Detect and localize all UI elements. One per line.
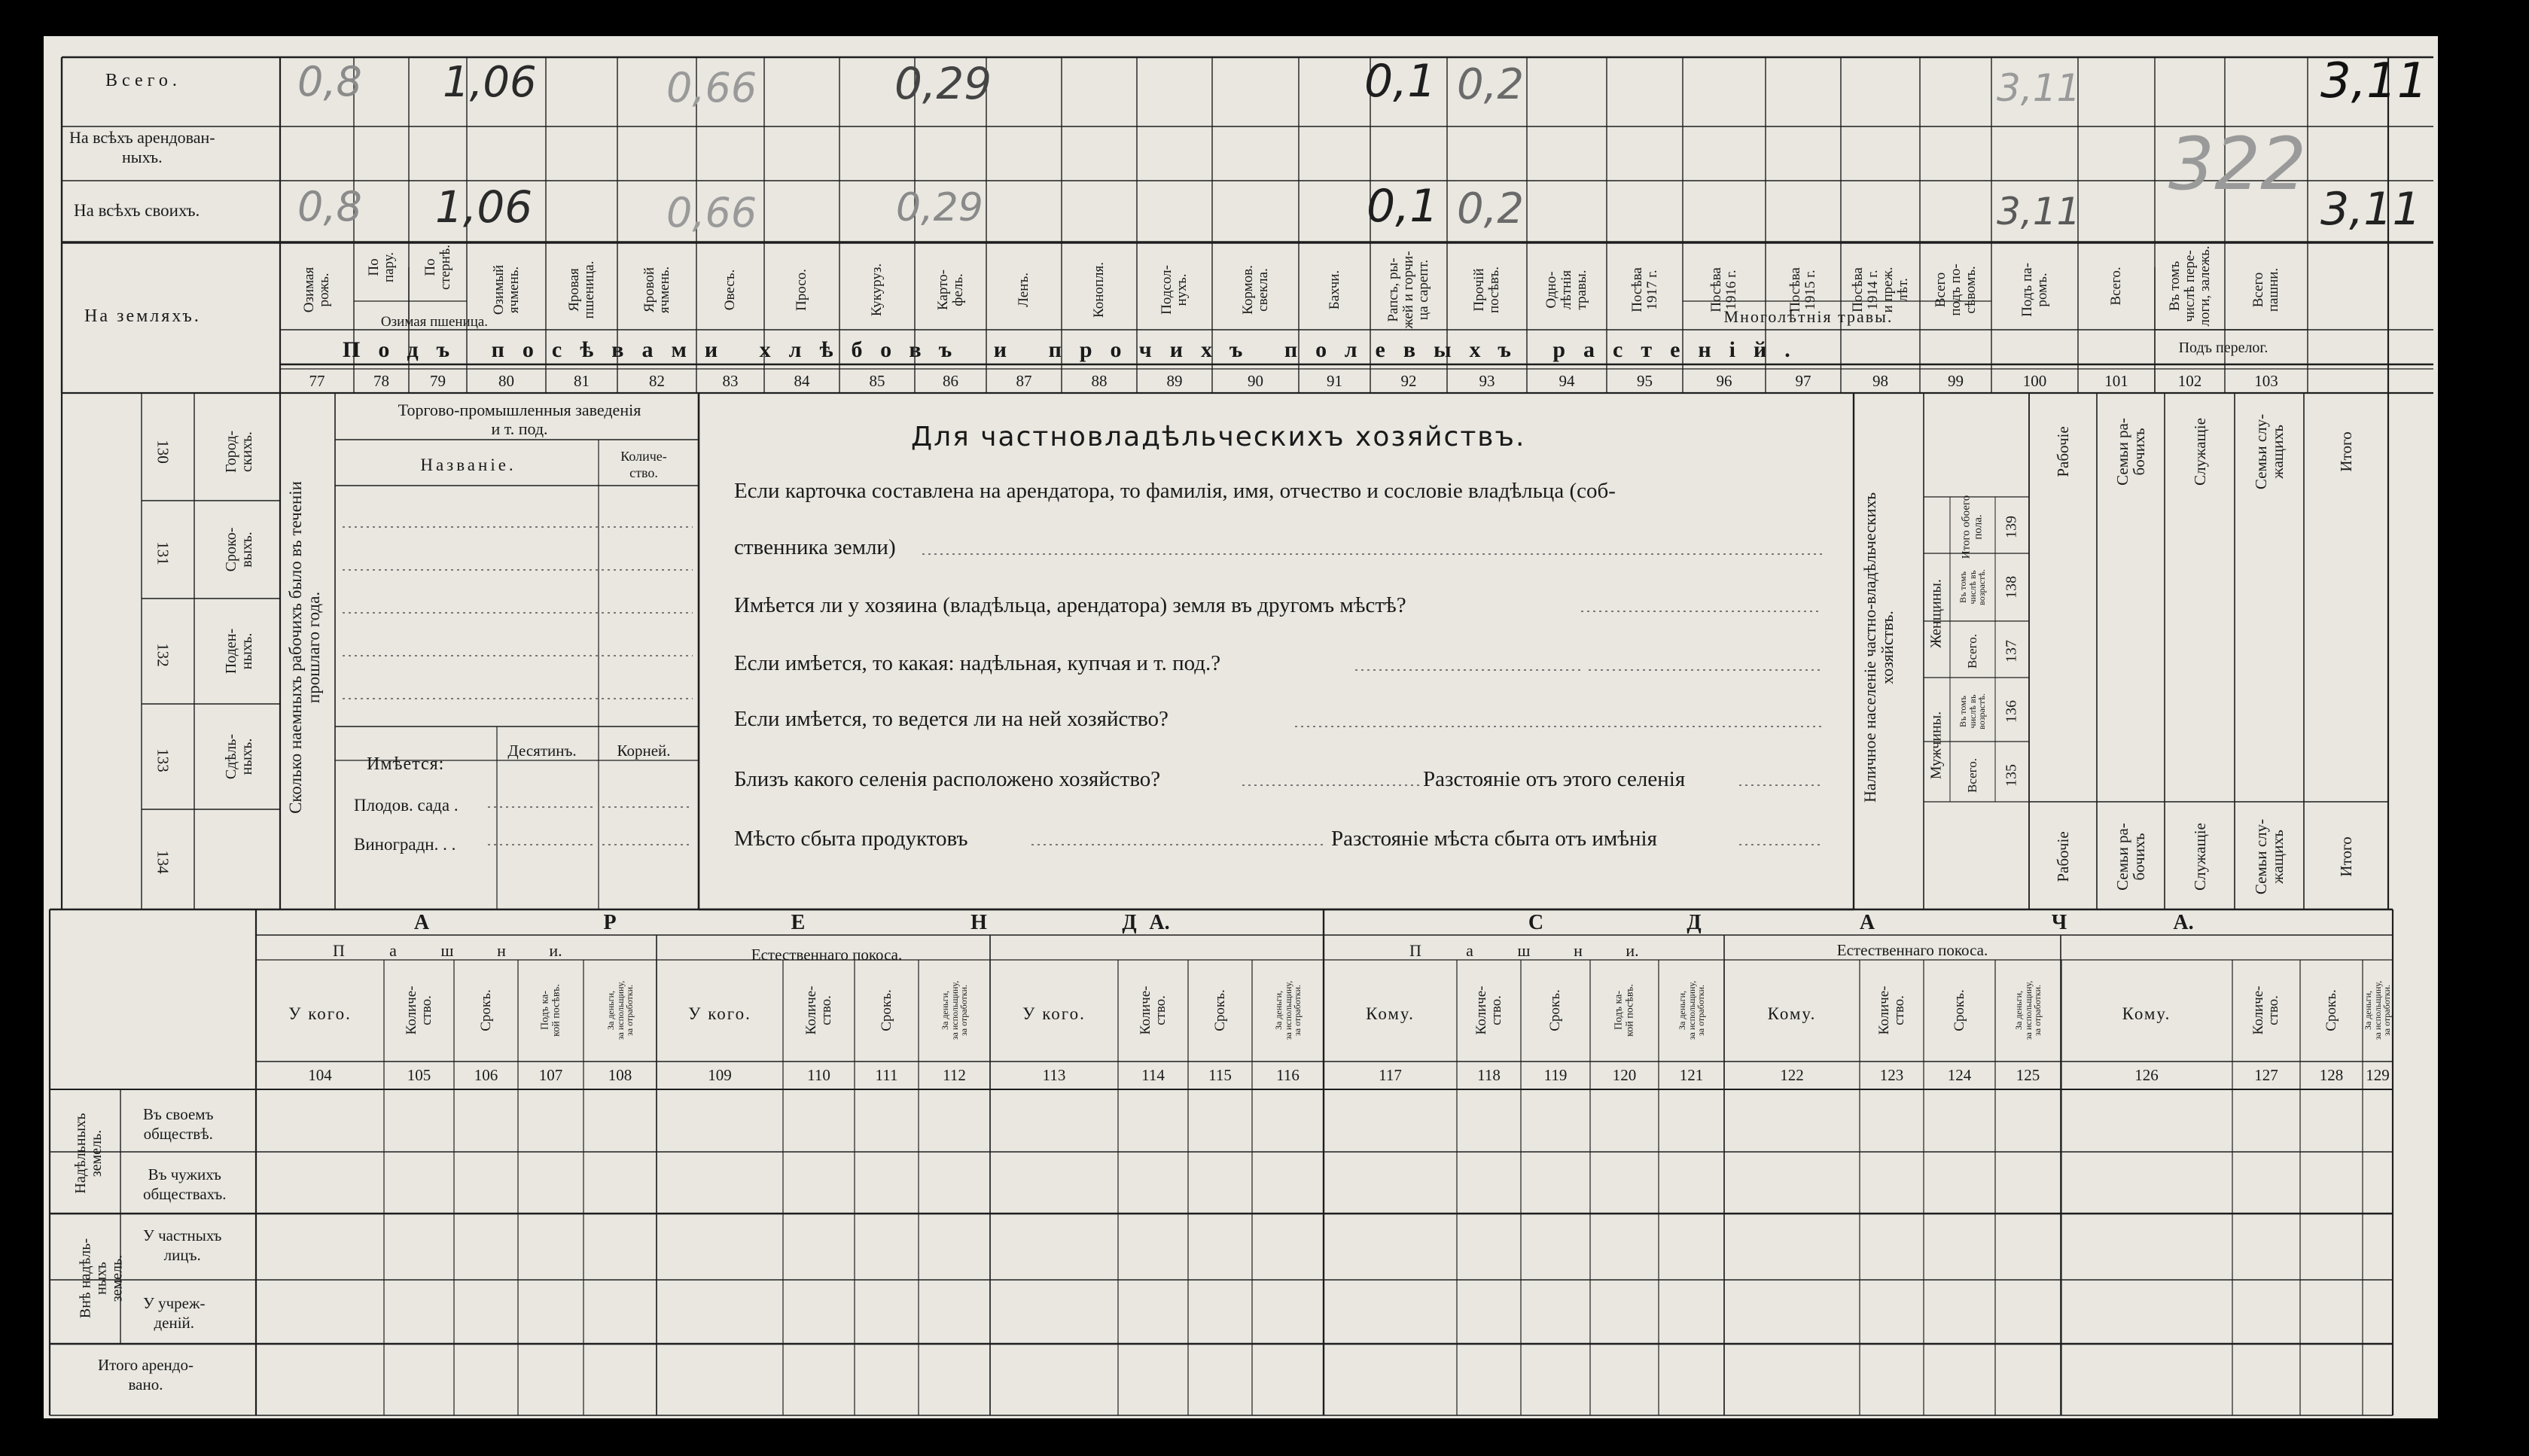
bottom-num-128: 128 [2319,1066,2344,1084]
arenda-pashni-1: а [389,941,397,960]
worker-type-0: Город- скихъ. [223,430,255,474]
sdacha-pashni-1: а [1466,941,1473,960]
row-label-lands: На земляхъ. [84,306,201,326]
bottom-num-127: 127 [2254,1066,2278,1084]
worker-num-134: 134 [154,850,172,874]
private-line-6: Близъ какого селенiя расположено хозяйство? [734,767,1161,791]
bottom-num-104: 104 [308,1066,332,1084]
crop-header-81: Яровая пшеница. [565,260,597,319]
bottom-header-6: Количе- ство. [803,985,834,1035]
crop-num-98: 98 [1872,372,1888,390]
crop-header-102: Въ томъ числѣ пере- логи, залежь. [2166,245,2213,327]
crop-header-99: Всего подъ по- сѣвомъ. [1932,263,1979,316]
crop-num-83: 83 [722,372,739,390]
crop-num-89: 89 [1166,372,1183,390]
crop-header-90: Кормов. свекла. [1239,265,1271,315]
crop-header-100: Подъ па- ромъ. [2019,263,2050,317]
pop-col-top-2: Служащiе [2190,418,2209,486]
sdacha-letter-2: А [1859,911,1875,934]
bottom-header-0: У кого. [288,1004,352,1023]
pop-men-age: Въ томъ числѣ въ возрастѣ. [1958,693,1988,730]
orchard-label: Плодов. сада . [354,796,459,815]
bottom-header-8: За деньги, за испольщину, за отработки. [939,980,969,1040]
bottom-num-115: 115 [1208,1066,1232,1084]
has-label: Имѣется: [367,754,445,774]
fallow-label: Подъ перелог. [2178,340,2268,356]
pop-col-top-4: Итого [2336,431,2355,472]
crop-header-85: Кукуруз. [869,263,885,317]
hw-total-77: 0,8 [297,58,362,105]
crop-header-103: Всего пашни. [2250,267,2281,312]
pop-both-total: Итого обоего пола. [1960,495,1984,559]
bottom-header-25: За деньги, за испольщину, за отработки. [2363,980,2393,1040]
crop-num-85: 85 [869,372,885,390]
arenda-pashni-0: П [333,941,345,960]
bottom-header-12: За деньги, за испольщину, за отработки. [1272,980,1303,1040]
private-line-5: Если имѣется, то ведется ли на ней хозяйство? [734,707,1169,731]
arenda-row-4: Итого арендо- вано. [98,1356,193,1394]
crop-header-93: Прочiй посѣвъ. [1471,267,1502,313]
arenda-pokos-label: Естественнаго покоса. [751,946,903,964]
bottom-num-119: 119 [1543,1066,1568,1084]
bottom-header-13: Кому. [1366,1004,1415,1023]
pop-col-bottom-3: Семьи слу- жащихъ [2251,818,2287,895]
pop-col-top-3: Семьи слу- жащихъ [2251,413,2287,490]
hw-own-103: 3,11 [2320,183,2421,236]
bottom-header-19: Количе- ство. [1875,985,1907,1035]
arenda-letter-0: А [413,911,430,934]
private-line-1: Если карточка составлена на арендатора, то фамилiя, имя, отчество и сословiе владѣльца (соб- [734,479,1616,503]
crop-num-79: 79 [430,372,446,390]
pop-col-top-0: Рабочiе [2053,426,2072,477]
bottom-num-118: 118 [1477,1066,1501,1084]
non-nadel-lands-label: Внѣ надѣль- ныхъ земель. [77,1238,126,1319]
crop-num-102: 102 [2177,372,2202,390]
row-label-own: На всѣхъ своихъ. [74,201,200,220]
crop-num-78: 78 [373,372,389,390]
crop-num-90: 90 [1248,372,1263,390]
bottom-header-24: Срокъ. [2323,989,2339,1031]
crop-header-89: Подсол- нухъ. [1159,265,1190,315]
private-line-7b: Разстоянiе мѣста сбыта отъ имѣнiя [1331,827,1657,851]
perennial-grass-label: Многолѣтнiя травы. [1723,307,1894,326]
arenda-letter-1: Р [603,911,617,934]
arenda-letter-3: Н [970,911,987,934]
hw-own-77: 0,8 [297,183,362,230]
desyatin-header: Десятинъ. [507,742,577,760]
bottom-num-123: 123 [1879,1066,1904,1084]
bottom-num-111: 111 [875,1066,898,1084]
private-line-4: Если имѣется, то какая: надѣльная, купчая и т. под.? [734,651,1221,675]
population-title: Наличное населенiе частно-владѣльческихъ хозяйствъ. [1860,492,1897,803]
crop-header-96: Посѣва 1916 г. [1708,267,1739,312]
bottom-num-113: 113 [1042,1066,1066,1084]
bottom-num-106: 106 [474,1066,498,1084]
pop-men-total: Всего. [1965,758,1980,793]
crop-num-99: 99 [1948,372,1964,390]
crop-header-77: Озимая рожь. [301,267,332,313]
worker-type-2: Поден- ныхъ. [223,628,255,675]
hw-total-91: 0,1 [1364,55,1437,108]
crop-num-92: 92 [1400,372,1417,390]
hw-side-number: 322 [2168,122,2307,206]
crop-header-88: Конопля. [1091,261,1108,318]
crop-num-103: 103 [2254,372,2278,390]
arenda-pashni-4: и. [549,941,562,960]
row-label-rented: На всѣхъ арендован- ныхъ. [69,128,215,167]
bottom-header-5: У кого. [688,1004,751,1023]
bottom-header-10: Количе- ство. [1137,985,1169,1035]
crop-num-94: 94 [1559,372,1575,390]
worker-num-130: 130 [154,440,172,464]
crop-num-86: 86 [943,372,958,390]
bottom-num-116: 116 [1276,1066,1300,1084]
bottom-num-108: 108 [608,1066,632,1084]
pop-col-bottom-0: Рабочiе [2053,831,2072,882]
hw-own-92: 0,2 [1457,184,1525,233]
hw-total-81: 0,66 [666,64,757,111]
crop-num-100: 100 [2022,372,2047,390]
bottom-num-117: 117 [1379,1066,1402,1084]
arenda-letter-2: Е [791,911,806,934]
arenda-row-1: Въ чужихъ обществахъ. [143,1165,227,1204]
private-title: Для частновладѣльческихъ хозяйствъ. [911,422,1526,452]
bottom-header-2: Срокъ. [477,989,494,1031]
worker-type-1: Сроко- выхъ. [223,527,255,572]
sdacha-letter-3: Ч [2051,911,2067,934]
nadel-lands-label: Надѣльныхъ земель. [72,1113,105,1194]
private-line-3: Имѣется ли у хозяина (владѣльца, арендатора) земля въ другомъ мѣстѣ? [734,593,1406,617]
bottom-header-18: Кому. [1767,1004,1817,1023]
crop-header-97: Посѣва 1915 г. [1787,267,1818,312]
worker-type-3: Сдѣль- ныхъ. [223,733,255,780]
pop-num-136: 136 [2003,700,2020,723]
bottom-num-109: 109 [708,1066,732,1084]
crop-header-86: Карто- фель. [934,270,966,310]
hw-own-99: 3,11 [1997,190,2081,233]
arenda-row-2: У частныхъ лицъ. [143,1226,222,1265]
bottom-header-15: Срокъ. [1547,989,1564,1031]
trade-qty-header: Количе- ство. [620,449,667,480]
sdacha-letter-1: Д [1687,911,1702,934]
pop-num-135: 135 [2003,764,2020,787]
vineyard-label: Виноградн. . . [354,835,456,854]
bottom-header-22: Кому. [2122,1004,2171,1023]
bottom-header-23: Количе- ство. [2250,985,2281,1035]
crop-num-97: 97 [1795,372,1811,390]
crop-header-92: Рапсъ, ры- жей и горчи- ца сарепт. [1385,251,1431,329]
arenda-letter-4: Д [1122,911,1137,934]
crop-header-82: Яровой ячмень. [641,266,672,314]
arenda-row-3: У учреж- денiй. [143,1294,206,1333]
hw-own-79: 1,06 [435,181,533,233]
crop-header-79: По стернѣ. [422,245,453,290]
crop-header-95: Посѣва 1917 г. [1629,267,1660,312]
bottom-header-21: За деньги, за испольщину, за отработки. [2013,980,2043,1040]
bottom-header-11: Срокъ. [1211,989,1228,1031]
bottom-header-1: Количе- ство. [403,985,434,1035]
worker-num-132: 132 [154,643,172,667]
crop-header-91: Бахчи. [1326,270,1342,310]
crop-header-80: Озимый ячмень. [490,264,522,315]
crop-num-87: 87 [1016,372,1032,390]
bottom-num-114: 114 [1141,1066,1165,1084]
bottom-num-125: 125 [2016,1066,2040,1084]
row-label-total: Всего. [105,71,181,90]
crop-num-81: 81 [574,372,590,390]
bottom-num-107: 107 [538,1066,563,1084]
sdacha-letter-0: С [1528,911,1544,934]
winter-wheat-label: Озимая пшеница. [380,314,489,330]
crop-num-84: 84 [794,372,810,390]
korney-header: Корней. [617,742,671,760]
bottom-header-17: За деньги, за испольщину, за отработки. [1676,980,1706,1040]
private-line-2: ственника земли) [734,535,896,559]
bottom-num-129: 129 [2366,1066,2390,1084]
pop-num-137: 137 [2003,640,2020,663]
worker-num-131: 131 [154,541,172,565]
bottom-header-7: Срокъ. [878,989,894,1031]
hw-own-81: 0,66 [666,189,757,236]
arenda-row-0: Въ своемъ обществѣ. [143,1105,214,1144]
pop-women-label: Женщины. [1927,579,1945,648]
pop-num-139: 139 [2003,516,2020,538]
private-line-7: Мѣсто сбыта продуктовъ [734,827,968,851]
arenda-pashni-3: н [497,941,506,960]
bottom-header-3: Подъ ка- кой посѣвъ. [538,984,562,1037]
hw-total-92: 0,2 [1457,60,1525,109]
trade-name-header: Названiе. [420,455,516,474]
hired-workers-label: Сколько наемныхъ рабочихъ было въ теченiи прошлаго года. [285,481,323,814]
sdacha-pashni-4: и. [1626,941,1639,960]
hw-total-79: 1,06 [443,58,537,107]
sdacha-pashni-0: П [1409,941,1421,960]
bottom-header-9: У кого. [1022,1004,1086,1023]
crop-header-101: Всего. [2108,267,2125,306]
arenda-pashni-2: ш [440,941,454,960]
crop-header-83: Овесъ. [722,269,739,311]
bottom-header-4: За деньги, за испольщину, за отработки. [605,980,635,1040]
crop-num-82: 82 [649,372,665,390]
worker-num-133: 133 [154,748,172,772]
bottom-num-122: 122 [1780,1066,1804,1084]
hw-total-85: 0,29 [894,58,992,109]
crop-num-88: 88 [1091,372,1108,390]
private-line-6b: Разстоянiе отъ этого селенiя [1423,767,1686,791]
bottom-num-105: 105 [407,1066,431,1084]
bottom-header-20: Срокъ. [1951,989,1967,1031]
crop-num-77: 77 [309,372,325,390]
bottom-num-124: 124 [1947,1066,1972,1084]
hw-own-91: 0,1 [1367,180,1439,233]
crop-num-101: 101 [2104,372,2128,390]
bottom-num-120: 120 [1612,1066,1637,1084]
crop-num-91: 91 [1327,372,1342,390]
crop-header-98: Посѣва 1914 г. и преж. лѣт. [1849,267,1911,313]
bottom-num-121: 121 [1679,1066,1704,1084]
pop-women-total: Всего. [1965,634,1980,669]
pop-women-age: Въ томъ числѣ въ возрастѣ. [1958,569,1988,605]
pop-col-bottom-4: Итого [2336,836,2355,877]
crop-header-78: По пару. [365,251,397,283]
sdacha-pashni-2: ш [1517,941,1531,960]
crop-num-93: 93 [1479,372,1495,390]
crop-num-80: 80 [498,372,514,390]
crop-num-96: 96 [1716,372,1732,390]
sdacha-pashni-3: н [1574,941,1583,960]
bottom-num-126: 126 [2134,1066,2159,1084]
crop-header-87: Ленъ. [1016,273,1032,307]
bottom-header-14: Количе- ство. [1473,985,1504,1035]
trade-title: Торгово-промышленныя заведенiя и т. под. [398,401,641,439]
pop-col-top-1: Семьи ра- бочихъ [2113,418,2148,486]
arenda-letter-5: А. [1149,911,1170,934]
hw-own-85: 0,29 [896,185,983,230]
sdacha-pokos-label: Естественнаго покоса. [1836,941,1988,959]
crop-num-95: 95 [1637,372,1653,390]
crop-header-94: Одно- лѣтнiя травы. [1543,270,1589,310]
bottom-header-16: Подъ ка- кой посѣвъ. [1612,984,1635,1037]
crop-header-84: Просо. [794,269,810,311]
bottom-num-110: 110 [807,1066,830,1084]
bottom-num-112: 112 [943,1066,966,1084]
sdacha-letter-4: А. [2173,911,2194,934]
pop-num-138: 138 [2003,576,2020,599]
pop-col-bottom-1: Семьи ра- бочихъ [2113,823,2148,891]
pop-men-label: Мужчины. [1927,711,1945,780]
hw-total-99: 3,11 [1997,66,2081,110]
band-title: Подъ посѣвами хлѣбовъ и прочихъ полевыхъ растенiй. [343,337,1808,362]
pop-col-bottom-2: Служащiе [2190,823,2209,891]
hw-total-103: 3,11 [2320,53,2428,109]
